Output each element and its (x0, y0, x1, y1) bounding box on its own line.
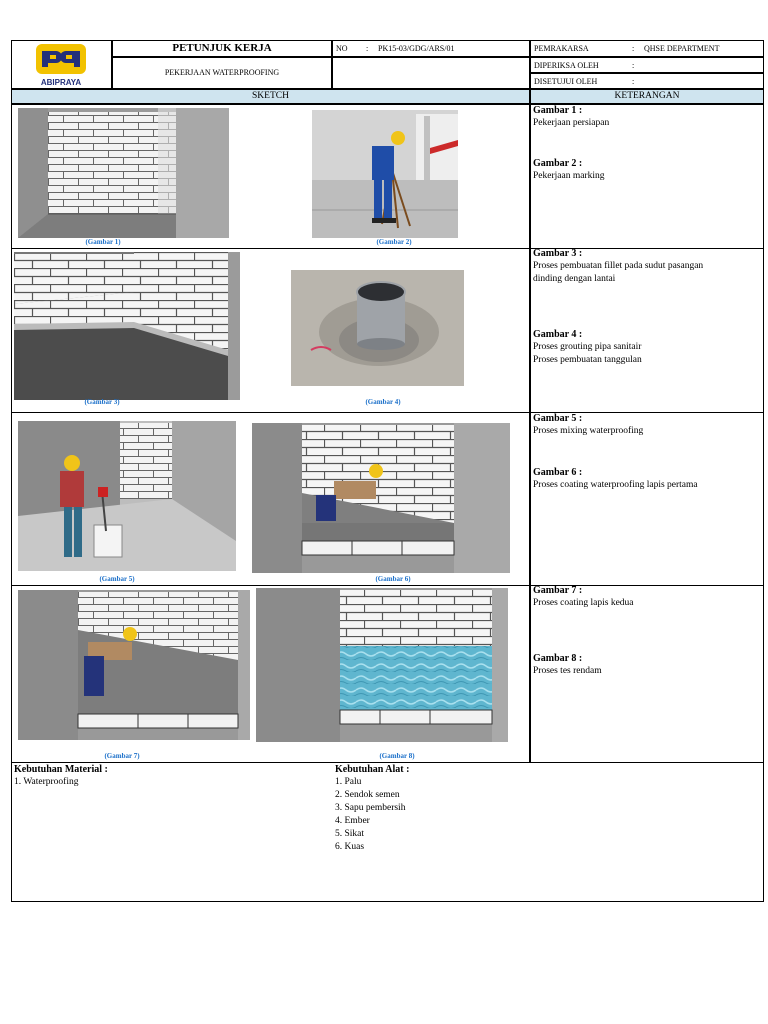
caption-gambar-7: (Gambar 7) (104, 752, 140, 760)
ket-gambar-7 (533, 585, 761, 610)
title-cell (112, 40, 332, 57)
company-logo (12, 41, 111, 88)
ket-title-4: Gambar 4 : (533, 329, 583, 340)
ket-desc-7: Proses coating lapis kedua (533, 598, 634, 608)
ket-desc-6: Proses coating waterproofing lapis pertama (533, 480, 698, 490)
diperiksa-sep: : (632, 61, 635, 70)
disetujui-label: DISETUJUI OLEH (534, 77, 598, 86)
ket-title-7: Gambar 7 : (533, 585, 583, 596)
ket-title-1: Gambar 1 : (533, 105, 583, 116)
caption-gambar-4: (Gambar 4) (365, 398, 401, 406)
no-blank-cell (332, 57, 530, 89)
alat-item: 3. Sapu pembersih (335, 803, 406, 813)
sketch-gambar-5 (18, 421, 236, 571)
sketch-gambar-4 (291, 270, 464, 386)
ket-title-5: Gambar 5 : (533, 413, 583, 424)
ket-gambar-3 (533, 248, 761, 286)
alat-item: 2. Sendok semen (335, 790, 400, 800)
alat-item: 6. Kuas (335, 842, 365, 852)
ket-desc-3b: dinding dengan lantai (533, 274, 616, 284)
sketch-gambar-2 (312, 110, 458, 238)
sketch-column-header (11, 89, 530, 104)
ket-desc-2: Pekerjaan marking (533, 171, 605, 181)
alat-title: Kebutuhan Alat : (335, 764, 410, 775)
caption-gambar-5: (Gambar 5) (99, 575, 135, 583)
pemrakarsa-cell (530, 40, 764, 57)
ket-gambar-5 (533, 413, 761, 438)
alat-item: 1. Palu (335, 777, 362, 787)
diperiksa-label: DIPERIKSA OLEH (534, 61, 599, 70)
ket-desc-8: Proses tes rendam (533, 666, 602, 676)
pemrakarsa-value: QHSE DEPARTMENT (644, 44, 720, 53)
alat-item: 4. Ember (335, 816, 370, 826)
ket-desc-3a: Proses pembuatan fillet pada sudut pasangan (533, 261, 704, 271)
ket-desc-1: Pekerjaan persiapan (533, 118, 610, 128)
disetujui-cell (530, 73, 764, 89)
sketch-gambar-3 (14, 252, 240, 400)
disetujui-sep: : (632, 77, 635, 86)
sketch-gambar-8 (256, 588, 508, 742)
no-label: NO (336, 44, 348, 53)
sketch-heading: SKETCH (252, 91, 289, 101)
ket-gambar-2 (533, 158, 761, 183)
sketch-gambar-1 (18, 108, 229, 238)
caption-gambar-6: (Gambar 6) (375, 575, 411, 583)
no-sep: : (366, 44, 369, 53)
logo-text: ABIPRAYA (40, 78, 82, 87)
ket-desc-4a: Proses grouting pipa sanitair (533, 342, 642, 352)
no-cell (332, 40, 530, 57)
ket-desc-5: Proses mixing waterproofing (533, 426, 644, 436)
logo-cell (11, 40, 112, 89)
ket-gambar-8 (533, 653, 761, 678)
pemrakarsa-sep: : (632, 44, 635, 53)
ket-gambar-1 (533, 105, 761, 130)
ket-title-3: Gambar 3 : (533, 248, 583, 259)
page-title: PETUNJUK KERJA (172, 42, 272, 54)
alat-item: 5. Sikat (335, 829, 365, 839)
subtitle-cell (112, 57, 332, 89)
alat-section (335, 764, 635, 854)
ket-gambar-6 (533, 467, 761, 492)
caption-gambar-8: (Gambar 8) (379, 752, 415, 760)
no-value: PK15-03/GDG/ARS/01 (378, 44, 455, 53)
diperiksa-cell (530, 57, 764, 73)
material-title: Kebutuhan Material : (14, 764, 108, 775)
caption-gambar-1: (Gambar 1) (85, 238, 121, 246)
ket-title-2: Gambar 2 : (533, 158, 583, 169)
keterangan-heading: KETERANGAN (614, 91, 680, 101)
ket-row-3 (530, 412, 764, 586)
ket-gambar-4 (533, 329, 761, 367)
ket-title-8: Gambar 8 : (533, 653, 583, 664)
ket-title-6: Gambar 6 : (533, 467, 583, 478)
sketch-gambar-7 (18, 590, 250, 740)
keterangan-column-header (530, 89, 764, 104)
sketch-gambar-6 (252, 423, 510, 573)
material-item: 1. Waterproofing (14, 777, 79, 787)
pemrakarsa-label: PEMRAKARSA (534, 44, 589, 53)
material-section (14, 764, 314, 789)
caption-gambar-3: (Gambar 3) (84, 398, 120, 406)
ket-desc-4b: Proses pembuatan tanggulan (533, 355, 642, 365)
page-subtitle: PEKERJAAN WATERPROOFING (164, 68, 280, 77)
caption-gambar-2: (Gambar 2) (376, 238, 412, 246)
